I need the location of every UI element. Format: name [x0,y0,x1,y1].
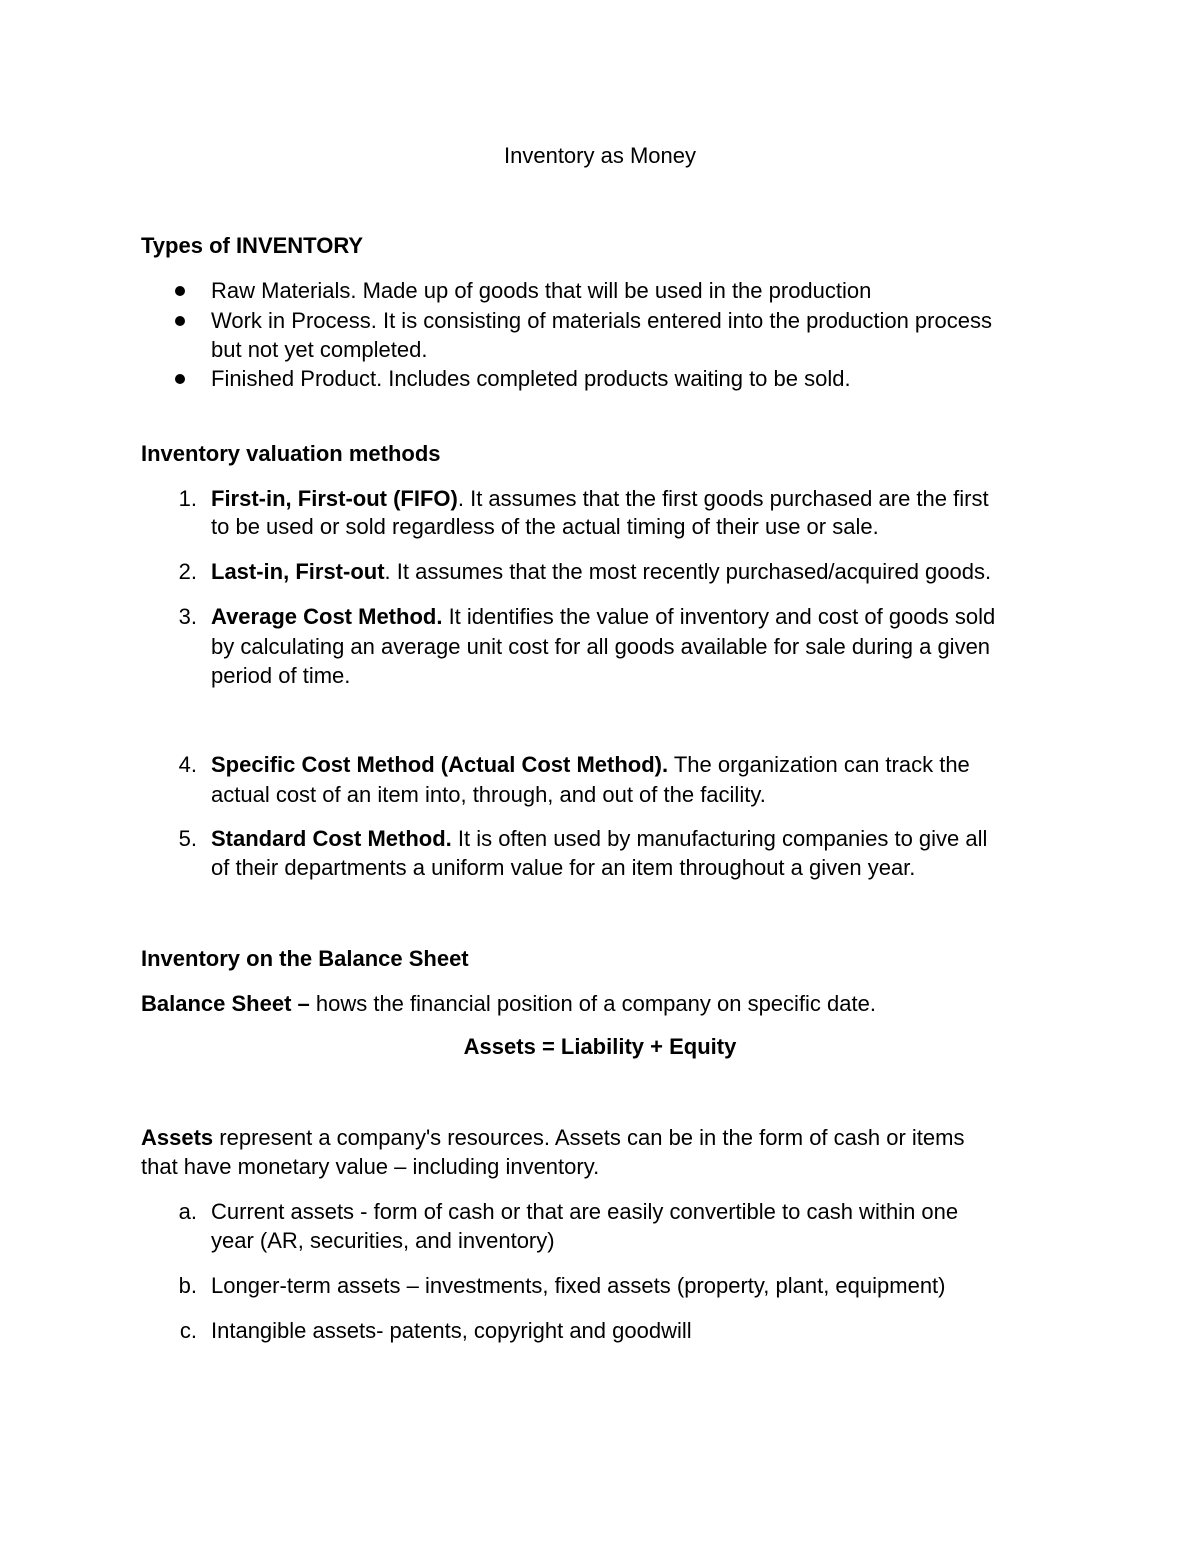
assets-item-longer-term: Longer-term assets – investments, fixed assets (property, plant, equipment) [211,1273,946,1298]
assets-line1 [141,1123,1041,1152]
valuation-desc: . It assumes that the most recently purchased/acquired goods. [384,559,992,584]
valuation-item-fifo-line1 [211,484,1071,513]
valuation-desc: . It assumes that the first goods purchased are the first [457,486,989,511]
bullet-dot [175,286,185,296]
valuation-term: Standard Cost Method. [211,826,452,851]
valuation-item-specific-line2: actual cost of an item into, through, and out of the facility. [211,782,766,807]
valuation-item-standard-line1 [211,824,1071,853]
bullet-dot [175,374,185,384]
types-item-work-in-process-line2: but not yet completed. [211,337,428,362]
valuation-term: First-in, First-out (FIFO) [211,486,458,511]
list-marker: 2. [178,559,197,584]
list-marker: b. [178,1273,197,1298]
list-marker: 3. [178,604,197,629]
types-item-work-in-process-line1: Work in Process. It is consisting of materials entered into the production process [211,308,992,333]
types-item-raw-materials: Raw Materials. Made up of goods that will be used in the production [211,278,872,303]
assets-item-current-line1: Current assets - form of cash or that are easily convertible to cash within one [211,1199,959,1224]
valuation-item-average-line3: period of time. [211,663,351,688]
valuation-desc: The organization can track the [668,752,970,777]
valuation-term: Average Cost Method. [211,604,443,629]
assets-line2: that have monetary value – including inventory. [141,1154,600,1179]
valuation-item-lifo-line1 [211,557,1071,586]
valuation-term: Last-in, First-out [211,559,385,584]
list-marker: 4. [178,752,197,777]
bullet-dot [175,316,185,326]
balance-heading: Inventory on the Balance Sheet [141,946,469,971]
balance-term: Balance Sheet – [141,991,310,1016]
balance-definition [141,989,1041,1018]
valuation-item-specific-line1 [211,750,1071,779]
assets-item-current-line2: year (AR, securities, and inventory) [211,1228,555,1253]
list-marker: 5. [178,826,197,851]
assets-desc: represent a company's resources. Assets can be in the form of cash or items [213,1125,965,1150]
types-heading: Types of INVENTORY [141,233,364,258]
valuation-item-fifo-line2: to be used or sold regardless of the actual timing of their use or sale. [211,514,879,539]
valuation-item-standard-line2: of their departments a uniform value for an item throughout a given year. [211,855,916,880]
types-item-finished-product: Finished Product. Includes completed products waiting to be sold. [211,366,851,391]
list-marker: a. [178,1199,197,1224]
list-marker: c. [179,1318,197,1343]
valuation-item-average-line1 [211,602,1071,631]
assets-term: Assets [141,1125,214,1150]
valuation-term: Specific Cost Method (Actual Cost Method). [211,752,669,777]
list-marker: 1. [178,486,197,511]
balance-desc: hows the financial position of a company on specific date. [309,991,876,1016]
accounting-formula: Assets = Liability + Equity [463,1034,737,1059]
assets-item-intangible: Intangible assets- patents, copyright and goodwill [211,1318,692,1343]
valuation-item-average-line2: by calculating an average unit cost for all goods available for sale during a given [211,634,991,659]
page-title: Inventory as Money [504,143,696,168]
valuation-desc: It identifies the value of inventory and cost of goods sold [442,604,996,629]
valuation-heading: Inventory valuation methods [141,441,441,466]
valuation-desc: It is often used by manufacturing companies to give all [451,826,988,851]
